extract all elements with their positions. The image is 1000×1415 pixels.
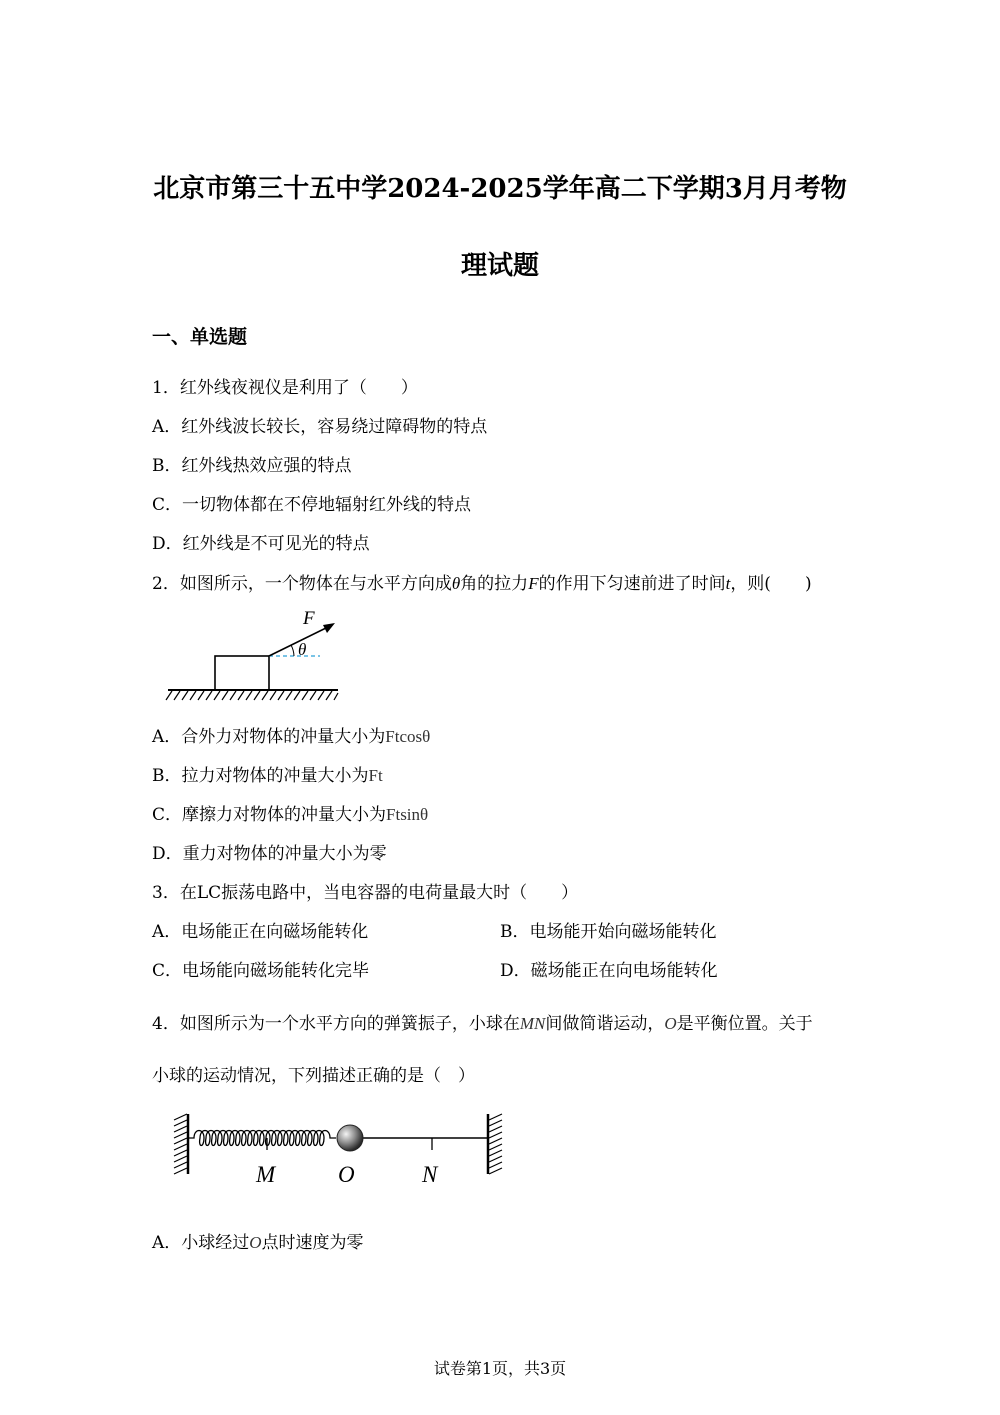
q3-stem: 3．在LC振荡电路中，当电容器的电荷量最大时（ ） [152,883,579,903]
q1-option-c: C．一切物体都在不停地辐射红外线的特点 [152,495,472,515]
label-o: O [338,1162,355,1187]
label-m: M [256,1162,276,1187]
option-math: O [249,1233,262,1252]
q2-stem-part: 的作用下匀速前进了时间 [538,574,726,594]
block-force-diagram [160,605,360,705]
spring [188,1131,336,1146]
angle-label: θ [298,640,307,659]
option-text: A．小球经过 [152,1233,250,1253]
option-text: B．拉力对物体的冲量大小为 [152,766,369,786]
q2-option-b [152,765,383,787]
title-line-2: 理试题 [460,251,539,281]
option-text: 点时速度为零 [261,1233,364,1253]
q4-stem-part: 间做简谐运动， [545,1014,665,1034]
q2-stem-part: 2．如图所示，一个物体在与水平方向成 [152,574,452,594]
q3-option-c: C．电场能向磁场能转化完毕 [152,961,370,981]
option-math: Ftsinθ [386,805,429,824]
q2-stem-part: ，则( ) [730,574,812,594]
q2-option-c [152,804,428,826]
q2-option-a [152,726,430,748]
q2-stem [152,573,812,595]
q1-stem: 1．红外线夜视仪是利用了（ ） [152,378,418,398]
block [215,656,269,690]
q1-option-a: A．红外线波长较长，容易绕过障碍物的特点 [152,417,488,437]
q1-option-b: B．红外线热效应强的特点 [152,456,352,476]
q4-stem-part: 4．如图所示为一个水平方向的弹簧振子，小球在 [152,1014,520,1034]
time-symbol: t [725,574,731,593]
page-footer: 试卷第1页，共3页 [433,1359,567,1378]
option-math: Ft [368,766,383,785]
arrow-head-icon [323,623,335,633]
ball [337,1125,363,1151]
section-heading: 一、单选题 [152,326,248,348]
label-n: N [422,1162,438,1187]
title-line-1: 北京市第三十五中学2024-2025学年高二下学期3月月考物 [153,174,847,204]
left-wall-hatching [174,1114,187,1174]
q1-option-d: D．红外线是不可见光的特点 [152,534,370,554]
q2-stem-part: 角的拉力 [460,574,529,594]
force-label: F [303,608,315,629]
o-symbol: O [664,1014,677,1033]
theta-symbol: θ [451,574,461,593]
mn-symbol: MN [519,1014,546,1033]
q4-option-a [152,1232,364,1254]
q4-stem-line-2: 小球的运动情况，下列描述正确的是（ ） [152,1066,475,1086]
option-text: C．摩擦力对物体的冲量大小为 [152,805,387,825]
option-math: Ftcosθ [385,727,431,746]
q4-stem-line-1 [152,1013,813,1035]
right-wall-hatching [489,1114,502,1174]
q3-option-b: B．电场能开始向磁场能转化 [500,922,717,942]
q2-option-d: D．重力对物体的冲量大小为零 [152,844,387,864]
q3-option-a: A．电场能正在向磁场能转化 [152,922,369,942]
force-symbol: F [528,574,539,593]
q4-stem-part: 是平衡位置。关于 [676,1014,813,1034]
ground-hatching [166,691,338,700]
spring-oscillator-diagram [170,1110,510,1190]
q3-option-d: D．磁场能正在向电场能转化 [500,961,718,981]
option-text: A．合外力对物体的冲量大小为 [152,727,386,747]
